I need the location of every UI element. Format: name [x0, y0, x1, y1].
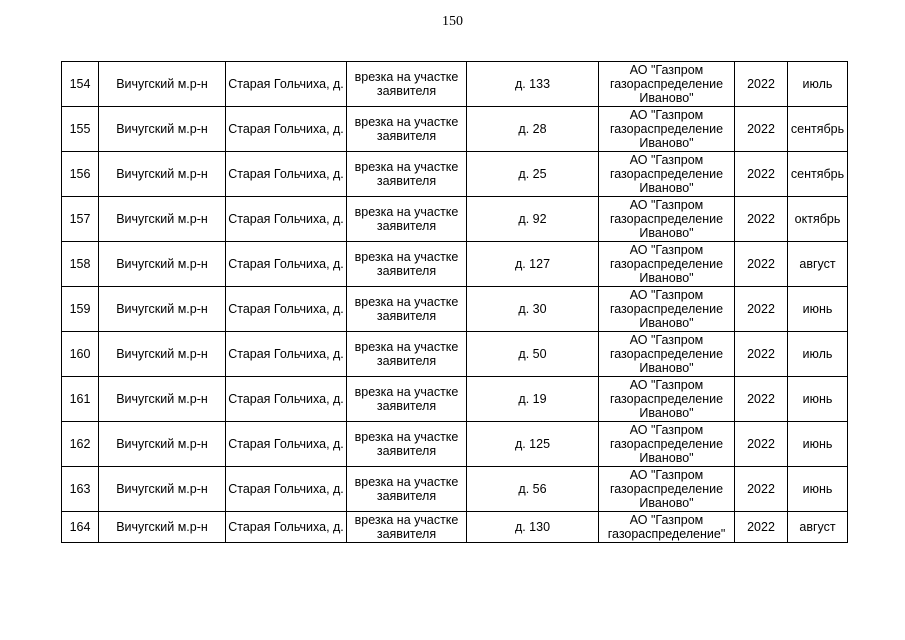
district-cell — [99, 107, 226, 152]
row-number-cell-text: 158 — [69, 257, 91, 271]
month-cell-text: сентябрь — [790, 167, 845, 181]
row-number-cell-text: 157 — [69, 212, 91, 226]
organization-cell — [599, 242, 735, 287]
locality-cell-text: Старая Гольчиха, д. — [228, 302, 344, 316]
month-cell — [788, 152, 848, 197]
organization-cell-text: АО "Газпром газораспределение Иваново" — [609, 108, 724, 150]
work-type-cell-text: врезка на участке заявителя — [354, 430, 459, 458]
work-type-cell — [347, 332, 467, 377]
locality-cell-text: Старая Гольчиха, д. — [228, 122, 344, 136]
month-cell — [788, 107, 848, 152]
month-cell-text: октябрь — [794, 212, 841, 226]
house-number-cell-text: д. 92 — [518, 212, 547, 226]
house-number-cell-text: д. 30 — [518, 302, 547, 316]
year-cell — [735, 107, 788, 152]
work-type-cell-text: врезка на участке заявителя — [354, 295, 459, 323]
organization-cell-text: АО "Газпром газораспределение Иваново" — [609, 423, 724, 465]
month-cell-text: июнь — [802, 392, 833, 406]
work-type-cell — [347, 197, 467, 242]
month-cell — [788, 467, 848, 512]
row-number-cell — [62, 332, 99, 377]
house-number-cell — [467, 377, 599, 422]
house-number-cell-text: д. 28 — [518, 122, 547, 136]
locality-cell — [226, 467, 347, 512]
table-row — [62, 242, 848, 287]
district-cell — [99, 152, 226, 197]
table-row — [62, 287, 848, 332]
locality-cell — [226, 197, 347, 242]
locality-cell — [226, 107, 347, 152]
work-type-cell-text: врезка на участке заявителя — [354, 513, 459, 541]
district-cell-text: Вичугский м.р-н — [116, 437, 208, 451]
row-number-cell — [62, 287, 99, 332]
organization-cell-text: АО "Газпром газораспределение Иваново" — [609, 243, 724, 285]
year-cell-text: 2022 — [747, 122, 775, 136]
locality-cell-text: Старая Гольчиха, д. — [228, 392, 344, 406]
table-row — [62, 332, 848, 377]
house-number-cell — [467, 62, 599, 107]
work-type-cell — [347, 287, 467, 332]
month-cell — [788, 242, 848, 287]
district-cell-text: Вичугский м.р-н — [116, 520, 208, 534]
row-number-cell-text: 159 — [69, 302, 91, 316]
year-cell — [735, 62, 788, 107]
district-cell — [99, 422, 226, 467]
work-type-cell-text: врезка на участке заявителя — [354, 160, 459, 188]
gasification-schedule-table — [61, 61, 848, 543]
district-cell-text: Вичугский м.р-н — [116, 347, 208, 361]
house-number-cell-text: д. 19 — [518, 392, 547, 406]
month-cell-text: июнь — [802, 302, 833, 316]
year-cell — [735, 512, 788, 543]
locality-cell — [226, 377, 347, 422]
district-cell-text: Вичугский м.р-н — [116, 77, 208, 91]
year-cell-text: 2022 — [747, 302, 775, 316]
organization-cell-text: АО "Газпром газораспределение Иваново" — [609, 378, 724, 420]
organization-cell — [599, 62, 735, 107]
locality-cell-text: Старая Гольчиха, д. — [228, 520, 344, 534]
year-cell-text: 2022 — [747, 520, 775, 534]
house-number-cell-text: д. 127 — [514, 257, 551, 271]
work-type-cell-text: врезка на участке заявителя — [354, 205, 459, 233]
organization-cell-text: АО "Газпром газораспределение Иваново" — [609, 63, 724, 105]
house-number-cell-text: д. 125 — [514, 437, 551, 451]
district-cell-text: Вичугский м.р-н — [116, 302, 208, 316]
locality-cell-text: Старая Гольчиха, д. — [228, 77, 344, 91]
house-number-cell-text: д. 133 — [514, 77, 551, 91]
row-number-cell-text: 162 — [69, 437, 91, 451]
house-number-cell-text: д. 25 — [518, 167, 547, 181]
row-number-cell — [62, 152, 99, 197]
month-cell-text: август — [799, 520, 836, 534]
work-type-cell-text: врезка на участке заявителя — [354, 70, 459, 98]
district-cell-text: Вичугский м.р-н — [116, 257, 208, 271]
organization-cell-text: АО "Газпром газораспределение Иваново" — [609, 288, 724, 330]
row-number-cell-text: 155 — [69, 122, 91, 136]
work-type-cell — [347, 512, 467, 543]
month-cell — [788, 62, 848, 107]
year-cell — [735, 242, 788, 287]
year-cell — [735, 422, 788, 467]
work-type-cell — [347, 377, 467, 422]
district-cell — [99, 377, 226, 422]
locality-cell-text: Старая Гольчиха, д. — [228, 167, 344, 181]
month-cell-text: август — [799, 257, 836, 271]
locality-cell — [226, 152, 347, 197]
month-cell — [788, 512, 848, 543]
row-number-cell-text: 163 — [69, 482, 91, 496]
row-number-cell — [62, 107, 99, 152]
year-cell-text: 2022 — [747, 257, 775, 271]
locality-cell-text: Старая Гольчиха, д. — [228, 437, 344, 451]
organization-cell-text: АО "Газпром газораспределение Иваново" — [609, 198, 724, 240]
house-number-cell — [467, 197, 599, 242]
month-cell — [788, 422, 848, 467]
locality-cell-text: Старая Гольчиха, д. — [228, 212, 344, 226]
work-type-cell — [347, 152, 467, 197]
month-cell-text: июль — [802, 347, 833, 361]
year-cell — [735, 377, 788, 422]
locality-cell — [226, 287, 347, 332]
table-row — [62, 152, 848, 197]
month-cell-text: июнь — [802, 437, 833, 451]
row-number-cell — [62, 512, 99, 543]
organization-cell — [599, 287, 735, 332]
locality-cell — [226, 422, 347, 467]
year-cell — [735, 152, 788, 197]
month-cell-text: сентябрь — [790, 122, 845, 136]
work-type-cell — [347, 422, 467, 467]
year-cell-text: 2022 — [747, 482, 775, 496]
locality-cell-text: Старая Гольчиха, д. — [228, 257, 344, 271]
district-cell-text: Вичугский м.р-н — [116, 482, 208, 496]
work-type-cell-text: врезка на участке заявителя — [354, 250, 459, 278]
work-type-cell-text: врезка на участке заявителя — [354, 385, 459, 413]
district-cell-text: Вичугский м.р-н — [116, 212, 208, 226]
month-cell — [788, 377, 848, 422]
row-number-cell — [62, 377, 99, 422]
organization-cell-text: АО "Газпром газораспределение Иваново" — [609, 153, 724, 195]
house-number-cell-text: д. 56 — [518, 482, 547, 496]
house-number-cell — [467, 287, 599, 332]
work-type-cell — [347, 467, 467, 512]
work-type-cell — [347, 62, 467, 107]
year-cell-text: 2022 — [747, 167, 775, 181]
row-number-cell-text: 160 — [69, 347, 91, 361]
year-cell — [735, 197, 788, 242]
year-cell — [735, 467, 788, 512]
organization-cell — [599, 467, 735, 512]
house-number-cell — [467, 107, 599, 152]
locality-cell — [226, 62, 347, 107]
work-type-cell — [347, 107, 467, 152]
work-type-cell-text: врезка на участке заявителя — [354, 475, 459, 503]
district-cell — [99, 197, 226, 242]
work-type-cell-text: врезка на участке заявителя — [354, 340, 459, 368]
organization-cell — [599, 332, 735, 377]
district-cell — [99, 512, 226, 543]
house-number-cell-text: д. 50 — [518, 347, 547, 361]
organization-cell — [599, 107, 735, 152]
table-row — [62, 467, 848, 512]
organization-cell — [599, 152, 735, 197]
organization-cell — [599, 422, 735, 467]
district-cell — [99, 62, 226, 107]
house-number-cell — [467, 242, 599, 287]
locality-cell — [226, 512, 347, 543]
year-cell-text: 2022 — [747, 77, 775, 91]
district-cell — [99, 332, 226, 377]
organization-cell — [599, 512, 735, 543]
month-cell — [788, 197, 848, 242]
district-cell — [99, 242, 226, 287]
organization-cell — [599, 377, 735, 422]
table-row — [62, 197, 848, 242]
district-cell — [99, 287, 226, 332]
locality-cell — [226, 332, 347, 377]
table-row — [62, 512, 848, 543]
house-number-cell — [467, 512, 599, 543]
locality-cell-text: Старая Гольчиха, д. — [228, 347, 344, 361]
month-cell — [788, 332, 848, 377]
year-cell — [735, 332, 788, 377]
row-number-cell-text: 156 — [69, 167, 91, 181]
row-number-cell — [62, 197, 99, 242]
organization-cell-text: АО "Газпром газораспределение Иваново" — [609, 468, 724, 510]
house-number-cell — [467, 467, 599, 512]
work-type-cell-text: врезка на участке заявителя — [354, 115, 459, 143]
month-cell-text: июль — [802, 77, 833, 91]
row-number-cell-text: 164 — [69, 520, 91, 534]
table-row — [62, 377, 848, 422]
year-cell-text: 2022 — [747, 437, 775, 451]
row-number-cell — [62, 422, 99, 467]
row-number-cell — [62, 467, 99, 512]
locality-cell — [226, 242, 347, 287]
district-cell-text: Вичугский м.р-н — [116, 122, 208, 136]
row-number-cell-text: 161 — [69, 392, 91, 406]
organization-cell-text: АО "Газпром газораспределение" — [607, 513, 726, 541]
year-cell — [735, 287, 788, 332]
year-cell-text: 2022 — [747, 392, 775, 406]
house-number-cell — [467, 152, 599, 197]
table-row — [62, 62, 848, 107]
table-row — [62, 422, 848, 467]
month-cell-text: июнь — [802, 482, 833, 496]
district-cell — [99, 467, 226, 512]
row-number-cell — [62, 242, 99, 287]
house-number-cell — [467, 332, 599, 377]
house-number-cell — [467, 422, 599, 467]
organization-cell-text: АО "Газпром газораспределение Иваново" — [609, 333, 724, 375]
house-number-cell-text: д. 130 — [514, 520, 551, 534]
locality-cell-text: Старая Гольчиха, д. — [228, 482, 344, 496]
table-row — [62, 107, 848, 152]
year-cell-text: 2022 — [747, 212, 775, 226]
row-number-cell-text: 154 — [69, 77, 91, 91]
year-cell-text: 2022 — [747, 347, 775, 361]
district-cell-text: Вичугский м.р-н — [116, 167, 208, 181]
row-number-cell — [62, 62, 99, 107]
district-cell-text: Вичугский м.р-н — [116, 392, 208, 406]
work-type-cell — [347, 242, 467, 287]
month-cell — [788, 287, 848, 332]
organization-cell — [599, 197, 735, 242]
page-number: 150 — [442, 14, 463, 29]
